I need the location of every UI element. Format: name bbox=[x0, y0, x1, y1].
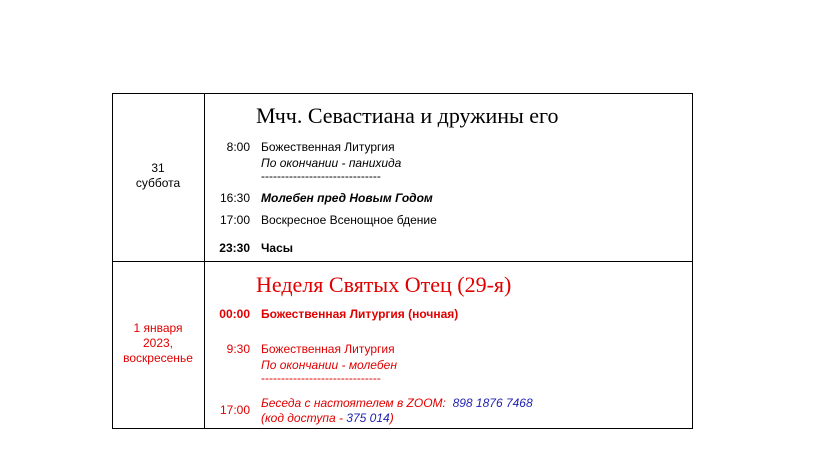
day2-date bbox=[112, 321, 204, 366]
day2-access-code: 375 014 bbox=[346, 411, 390, 425]
day2-service-night-liturgy: Божественная Литургия (ночная) bbox=[261, 307, 459, 321]
day1-title: Мчч. Севастиана и дружины его bbox=[256, 103, 559, 128]
day1-date bbox=[112, 161, 204, 191]
day2-date-year: 2023, bbox=[142, 336, 174, 350]
day1-weekday: суббота bbox=[135, 176, 181, 190]
day2-date-day: 1 января bbox=[133, 321, 183, 335]
day2-time-0000: 00:00 bbox=[219, 307, 250, 321]
row-divider bbox=[112, 261, 693, 262]
day1-note-panikhida: По окончании - панихида bbox=[261, 156, 402, 170]
day2-title: Неделя Святых Отец (29-я) bbox=[256, 272, 512, 297]
day1-service-liturgy: Божественная Литургия bbox=[261, 140, 395, 154]
day1-time-1630: 16:30 bbox=[219, 191, 250, 205]
day2-time-0930: 9:30 bbox=[226, 342, 250, 356]
day2-divider: ------------------------------ bbox=[261, 371, 381, 385]
day2-weekday: воскресенье bbox=[123, 351, 193, 365]
day2-time-1700: 17:00 bbox=[219, 403, 250, 417]
day2-zoom-id: 898 1876 7468 bbox=[452, 396, 533, 410]
day2-note-moleben: По окончании - молебен bbox=[261, 358, 397, 372]
day1-date-number: 31 bbox=[151, 161, 165, 175]
day1-service-moleben: Молебен пред Новым Годом bbox=[261, 191, 433, 205]
day1-service-vigil: Воскресное Всенощное бдение bbox=[261, 213, 437, 227]
day2-zoom-text: Беседа с настоятелем в ZOOM: bbox=[261, 396, 446, 410]
day1-time-1700: 17:00 bbox=[219, 213, 250, 227]
day1-service-hours: Часы bbox=[261, 241, 294, 255]
day2-access-code-close: ) bbox=[389, 411, 394, 425]
day2-access-code-line bbox=[261, 411, 394, 426]
day1-time-0800: 8:00 bbox=[226, 140, 250, 154]
day1-divider: ------------------------------ bbox=[261, 169, 381, 183]
day2-zoom-line bbox=[261, 396, 533, 411]
day1-time-2330: 23:30 bbox=[219, 241, 250, 255]
day2-service-liturgy: Божественная Литургия bbox=[261, 342, 395, 356]
day2-access-code-label: (код доступа - bbox=[261, 411, 343, 425]
